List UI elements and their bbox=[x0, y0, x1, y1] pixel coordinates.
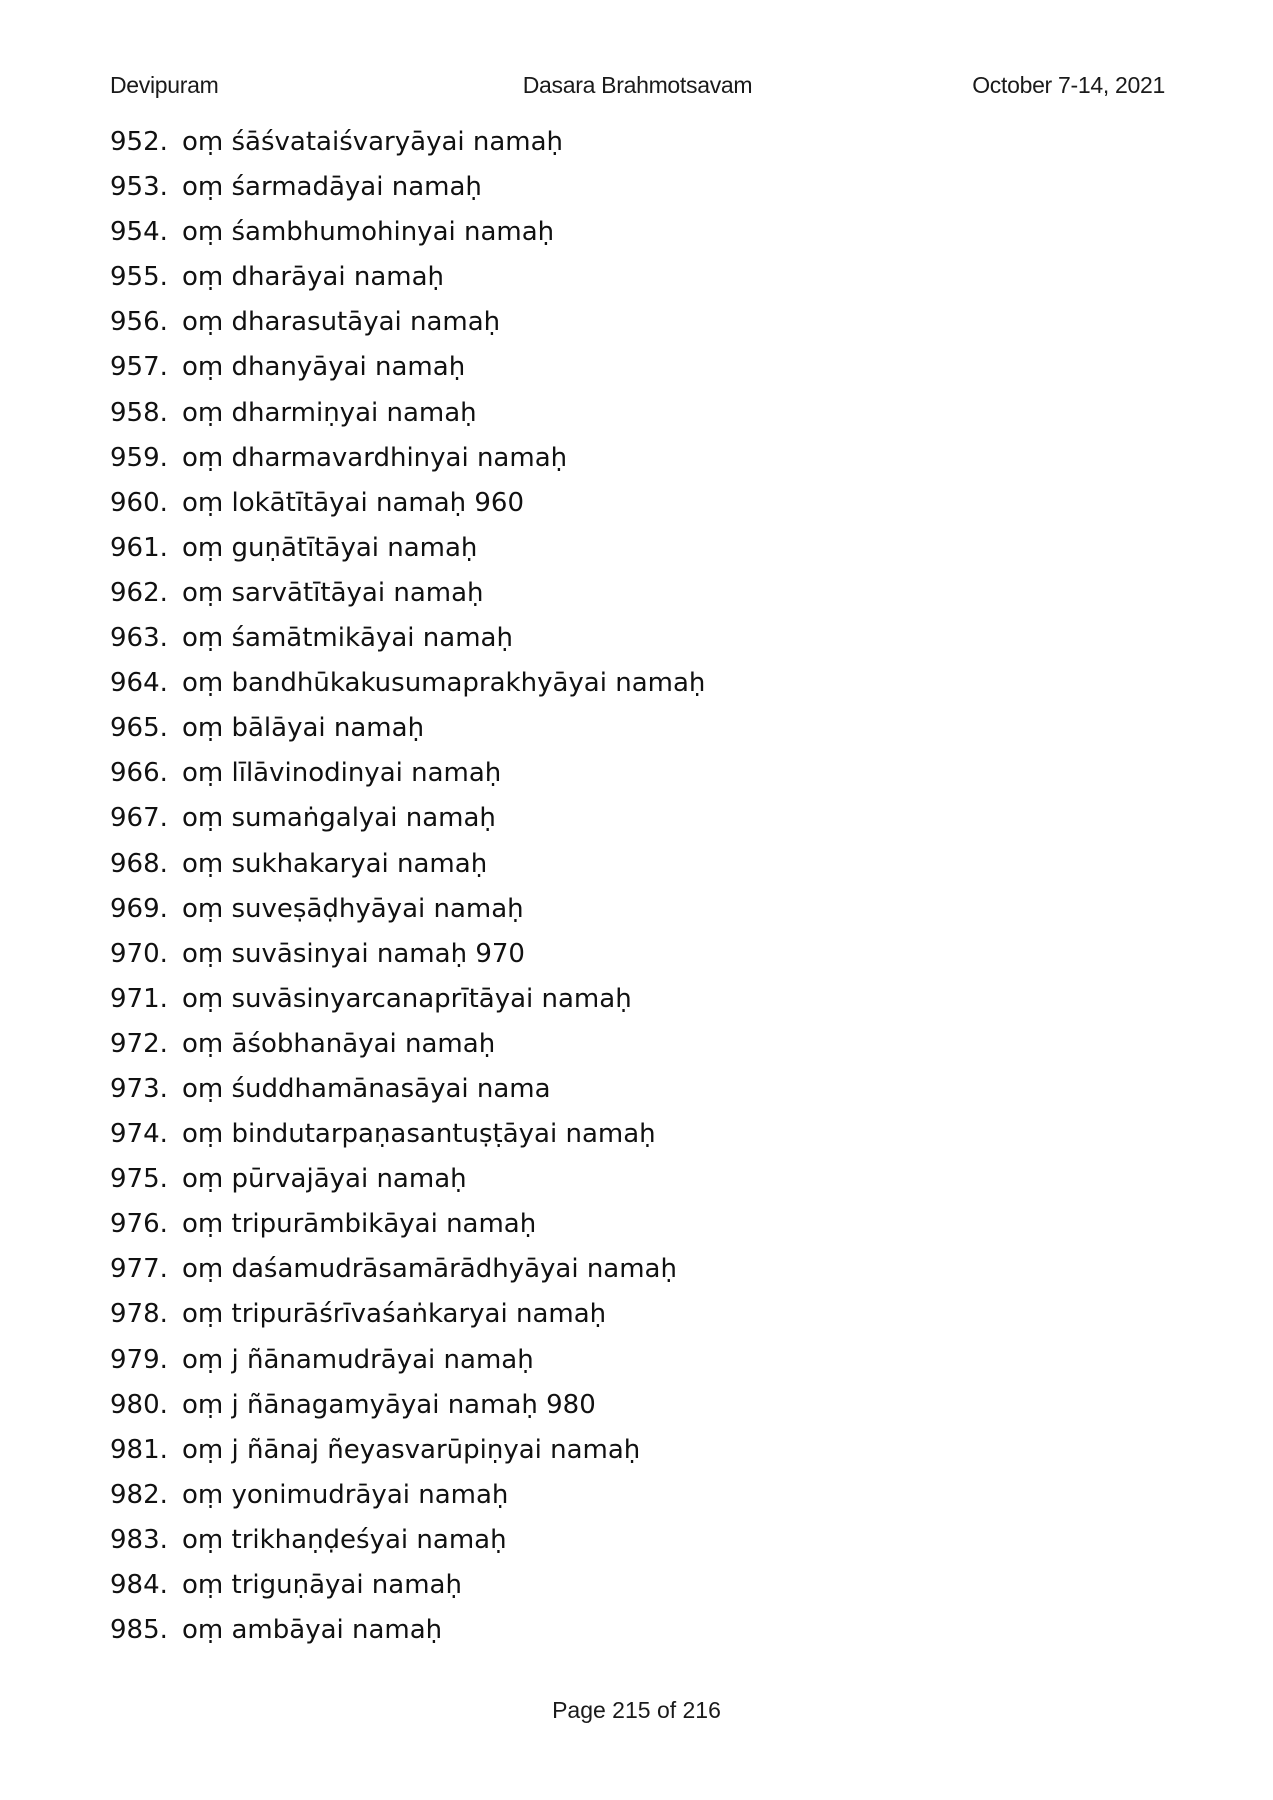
item-number: 959. bbox=[110, 442, 168, 473]
list-item bbox=[110, 887, 1110, 932]
item-text: oṃ śarmadāyai namaḥ bbox=[182, 172, 482, 203]
item-text: oṃ bandhūkakusumaprakhyāyai namaḥ bbox=[182, 668, 706, 699]
item-number: 952. bbox=[110, 127, 168, 157]
list-item bbox=[110, 391, 1110, 436]
item-number: 981. bbox=[110, 1434, 168, 1465]
list-item bbox=[110, 1473, 1110, 1518]
item-number: 985. bbox=[110, 1615, 168, 1646]
item-number: 973. bbox=[110, 1073, 168, 1104]
item-text: oṃ guṇātītāyai namaḥ bbox=[182, 532, 478, 563]
item-number: 954. bbox=[110, 217, 168, 248]
item-text: oṃ āśobhanāyai namaḥ bbox=[182, 1028, 496, 1059]
page-header bbox=[110, 72, 1165, 112]
list-item bbox=[110, 526, 1110, 571]
list-item bbox=[110, 1428, 1110, 1473]
list-item bbox=[110, 1202, 1110, 1247]
list-item bbox=[110, 1292, 1110, 1337]
list-item bbox=[110, 165, 1110, 210]
list-item bbox=[110, 1383, 1110, 1428]
header-left-title: Devipuram bbox=[110, 72, 219, 98]
item-text: oṃ tripurāśrīvaśaṅkaryai namaḥ bbox=[182, 1299, 607, 1330]
page-number: Page 215 of 216 bbox=[552, 1697, 721, 1723]
list-item bbox=[110, 345, 1110, 390]
item-number: 960. bbox=[110, 487, 168, 518]
item-number: 953. bbox=[110, 172, 168, 203]
item-text: oṃ sukhakaryai namaḥ bbox=[182, 848, 488, 879]
item-number: 956. bbox=[110, 307, 168, 338]
item-number: 977. bbox=[110, 1254, 168, 1285]
header-date: October 7-14, 2021 bbox=[972, 72, 1165, 98]
list-item bbox=[110, 1067, 1110, 1112]
item-number: 962. bbox=[110, 577, 168, 608]
item-text: oṃ j ñānagamyāyai namaḥ 980 bbox=[182, 1389, 596, 1420]
item-text: oṃ j ñānaj ñeyasvarūpiṇyai namaḥ bbox=[182, 1434, 641, 1465]
list-item bbox=[110, 1157, 1110, 1202]
item-text: oṃ suvāsinyai namaḥ 970 bbox=[182, 938, 525, 969]
item-text: oṃ dharasutāyai namaḥ bbox=[182, 307, 501, 338]
item-number: 975. bbox=[110, 1164, 168, 1195]
item-number: 971. bbox=[110, 983, 168, 1014]
item-number: 982. bbox=[110, 1479, 168, 1510]
item-number: 978. bbox=[110, 1299, 168, 1330]
list-item bbox=[110, 255, 1110, 300]
item-number: 984. bbox=[110, 1570, 168, 1600]
item-text: oṃ pūrvajāyai namaḥ bbox=[182, 1164, 467, 1195]
list-item bbox=[110, 120, 1110, 165]
item-text: oṃ śambhumohinyai namaḥ bbox=[182, 217, 555, 248]
item-text: oṃ śuddhamānasāyai nama bbox=[182, 1073, 551, 1104]
item-text: oṃ triguṇāyai namaḥ bbox=[182, 1570, 462, 1600]
item-number: 967. bbox=[110, 803, 168, 834]
item-text: oṃ dharāyai namaḥ bbox=[182, 262, 444, 293]
item-number: 961. bbox=[110, 532, 168, 563]
item-number: 963. bbox=[110, 623, 168, 654]
item-number: 964. bbox=[110, 668, 168, 699]
list-item bbox=[110, 977, 1110, 1022]
item-number: 968. bbox=[110, 848, 168, 879]
list-item bbox=[110, 616, 1110, 661]
item-text: oṃ bindutarpaṇasantuṣṭāyai namaḥ bbox=[182, 1119, 656, 1150]
item-text: oṃ bālāyai namaḥ bbox=[182, 713, 425, 744]
header-center-title: Dasara Brahmotsavam bbox=[522, 72, 753, 98]
item-text: oṃ trikhaṇḍeśyai namaḥ bbox=[182, 1524, 507, 1555]
item-number: 970. bbox=[110, 938, 168, 969]
list-item bbox=[110, 751, 1110, 796]
item-text: oṃ daśamudrāsamārādhyāyai namaḥ bbox=[182, 1254, 677, 1285]
item-text: oṃ tripurāmbikāyai namaḥ bbox=[182, 1209, 537, 1240]
list-item bbox=[110, 932, 1110, 977]
item-number: 957. bbox=[110, 352, 168, 383]
item-text: oṃ ambāyai namaḥ bbox=[182, 1615, 443, 1646]
list-item bbox=[110, 1608, 1110, 1653]
item-number: 955. bbox=[110, 262, 168, 293]
item-text: oṃ suvāsinyarcanaprītāyai namaḥ bbox=[182, 983, 632, 1014]
item-number: 965. bbox=[110, 713, 168, 744]
list-item bbox=[110, 842, 1110, 887]
item-text: oṃ suveṣāḍhyāyai namaḥ bbox=[182, 893, 524, 924]
list-item bbox=[110, 1563, 1110, 1608]
item-number: 972. bbox=[110, 1028, 168, 1059]
item-number: 979. bbox=[110, 1344, 168, 1375]
item-text: oṃ sarvātītāyai namaḥ bbox=[182, 577, 484, 608]
item-text: oṃ dhanyāyai namaḥ bbox=[182, 352, 466, 383]
item-text: oṃ sumaṅgalyai namaḥ bbox=[182, 803, 496, 834]
list-item bbox=[110, 436, 1110, 481]
list-item bbox=[110, 1338, 1110, 1383]
list-item bbox=[110, 571, 1110, 616]
item-text: oṃ līlāvinodinyai namaḥ bbox=[182, 758, 502, 789]
list-item bbox=[110, 1247, 1110, 1292]
item-text: oṃ dharmavardhinyai namaḥ bbox=[182, 442, 568, 473]
list-item bbox=[110, 661, 1110, 706]
item-number: 980. bbox=[110, 1389, 168, 1420]
item-number: 966. bbox=[110, 758, 168, 789]
item-text: oṃ j ñānamudrāyai namaḥ bbox=[182, 1344, 534, 1375]
item-text: oṃ śamātmikāyai namaḥ bbox=[182, 623, 513, 654]
item-text: oṃ lokātītāyai namaḥ 960 bbox=[182, 487, 525, 518]
item-number: 983. bbox=[110, 1524, 168, 1555]
list-item bbox=[110, 706, 1110, 751]
list-item bbox=[110, 210, 1110, 255]
list-item bbox=[110, 796, 1110, 841]
list-item bbox=[110, 481, 1110, 526]
item-text: oṃ śāśvataiśvaryāyai namaḥ bbox=[182, 127, 564, 157]
item-text: oṃ dharmiṇyai namaḥ bbox=[182, 397, 477, 428]
list-item bbox=[110, 1022, 1110, 1067]
item-number: 969. bbox=[110, 893, 168, 924]
mantra-list bbox=[110, 120, 1110, 1653]
list-item bbox=[110, 1518, 1110, 1563]
list-item bbox=[110, 300, 1110, 345]
list-item bbox=[110, 1112, 1110, 1157]
item-text: oṃ yonimudrāyai namaḥ bbox=[182, 1479, 509, 1510]
item-number: 958. bbox=[110, 397, 168, 428]
item-number: 974. bbox=[110, 1119, 168, 1150]
item-number: 976. bbox=[110, 1209, 168, 1240]
